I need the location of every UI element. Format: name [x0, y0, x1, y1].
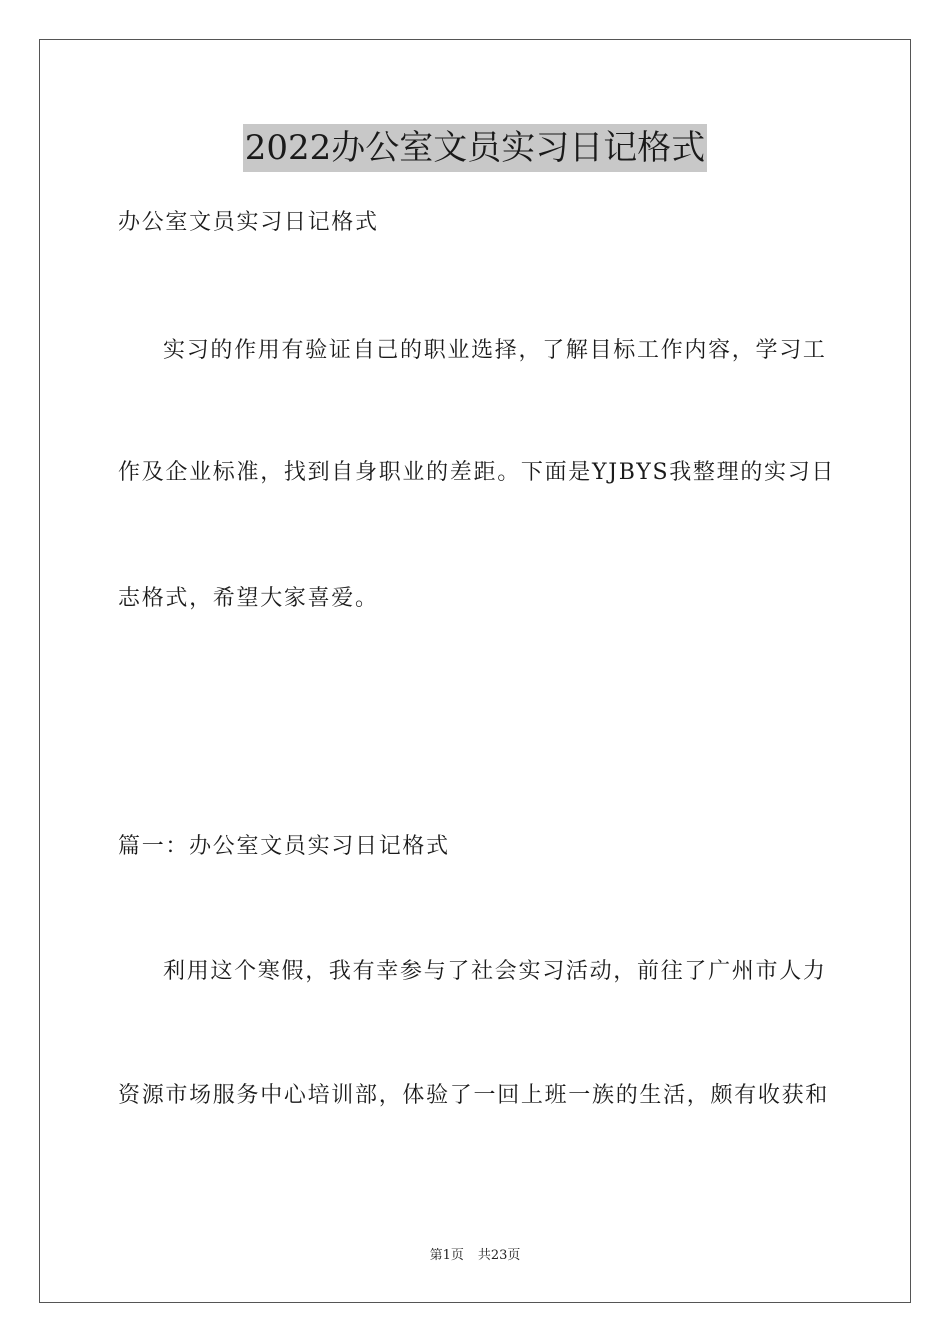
body-line-2: 资源市场服务中心培训部，体验了一回上班一族的生活，颇有收获和 — [118, 1083, 830, 1108]
intro-line-2: 作及企业标准，找到自身职业的差距。下面是YJBYS我整理的实习日 — [118, 460, 836, 485]
page-footer — [0, 1247, 950, 1265]
body-line-1: 利用这个寒假，我有幸参与了社会实习活动，前往了广州市人力 — [163, 959, 827, 984]
section-heading: 篇一：办公室文员实习日记格式 — [118, 834, 450, 859]
page-number-total: 共23页 — [477, 1248, 521, 1263]
document-title-text: 2022办公室文员实习日记格式 — [243, 124, 708, 172]
document-title — [0, 124, 950, 172]
intro-line-3: 志格式，希望大家喜爱。 — [118, 586, 379, 611]
document-subtitle: 办公室文员实习日记格式 — [118, 210, 379, 235]
page-number-current: 第1页 — [429, 1248, 464, 1263]
intro-line-1: 实习的作用有验证自己的职业选择，了解目标工作内容，学习工 — [163, 338, 827, 363]
